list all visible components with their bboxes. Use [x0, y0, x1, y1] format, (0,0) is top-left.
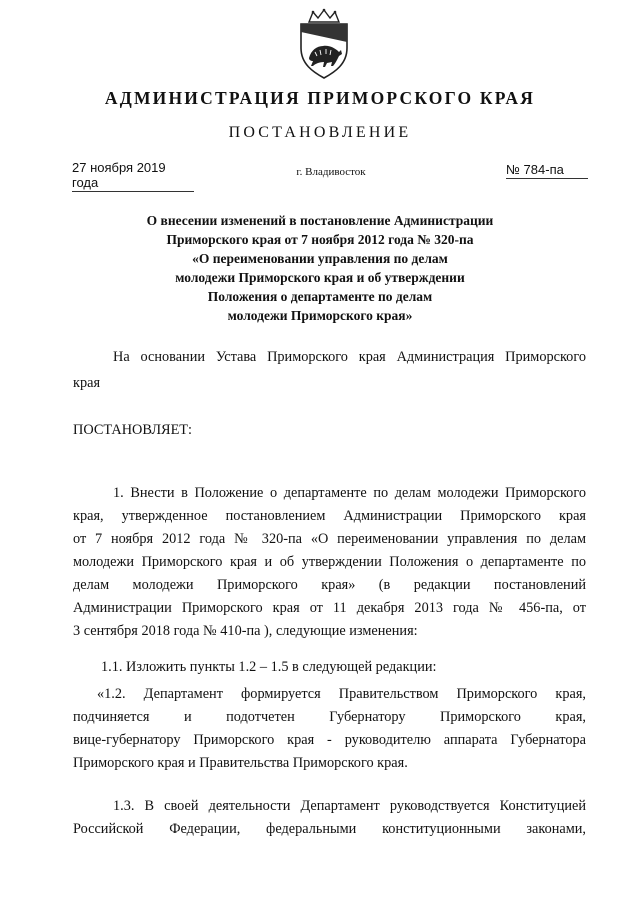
paragraph-line: На основании Устава Приморского края Администрация Приморского: [113, 349, 586, 365]
subject-line: молодежи Приморского края и об утверждении: [175, 270, 465, 285]
document-type: ПОСТАНОВЛЕНИЕ: [228, 124, 412, 141]
paragraph-line: 1. Внести в Положение о департаменте по делам молодежи Приморского: [113, 485, 586, 501]
item-1-paragraph: [73, 482, 586, 643]
subject-line: молодежи Приморского края»: [227, 308, 413, 323]
paragraph-line: молодежи Приморского края и об утверждении Положения о департаменте по: [73, 554, 586, 570]
paragraph-line: делам молодежи Приморского края» (в редакции постановлений: [73, 577, 586, 593]
subject-line: О внесении изменений в постановление Администрации: [146, 213, 494, 228]
paragraph-line: подчиняется и подотчетен Губернатору Приморского края,: [73, 709, 586, 725]
item-1-1-paragraph: [73, 656, 586, 679]
paragraph-line: 3 сентября 2018 года № 410-па ), следующие изменения:: [73, 623, 418, 639]
paragraph-line: 1.1. Изложить пункты 1.2 – 1.5 в следующей редакции:: [101, 659, 437, 675]
paragraph-line: вице-губернатору Приморского края - руководителю аппарата Губернатора: [73, 732, 586, 748]
document-subject: [0, 211, 640, 325]
subject-line: Положения о департаменте по делам: [207, 289, 433, 304]
paragraph-line: от 7 ноября 2012 года № 320-па «О переименовании управления по делам: [73, 531, 586, 547]
paragraph-line: Российской Федерации, федеральными конституционными законами,: [73, 821, 586, 837]
resolves-heading: [73, 419, 586, 442]
paragraph-line: края: [73, 375, 101, 391]
paragraph-line: края, утвержденное постановлением Администрации Приморского края: [73, 508, 586, 524]
item-1-2-paragraph: [73, 683, 586, 775]
document-date: 27 ноября 2019 года: [72, 160, 194, 192]
subject-line: «О переименовании управления по делам: [192, 251, 448, 266]
organization-title: АДМИНИСТРАЦИЯ ПРИМОРСКОГО КРАЯ: [104, 88, 536, 108]
coat-of-arms-icon: [295, 8, 353, 80]
item-1-3-paragraph: [73, 795, 586, 841]
document-number: № 784-па: [506, 162, 588, 179]
basis-paragraph: [73, 346, 586, 395]
paragraph-line: Приморского края и Правительства Приморского края.: [73, 755, 408, 771]
document-city: г. Владивосток: [296, 166, 366, 178]
resolves-label: ПОСТАНОВЛЯЕТ:: [73, 422, 193, 438]
paragraph-line: Администрации Приморского края от 11 декабря 2013 года № 456-па, от: [73, 600, 586, 616]
subject-line: Приморского края от 7 ноября 2012 года № 320-па: [166, 232, 474, 247]
paragraph-line: «1.2. Департамент формируется Правительством Приморского края,: [97, 686, 586, 702]
paragraph-line: 1.3. В своей деятельности Департамент руководствуется Конституцией: [113, 798, 586, 814]
